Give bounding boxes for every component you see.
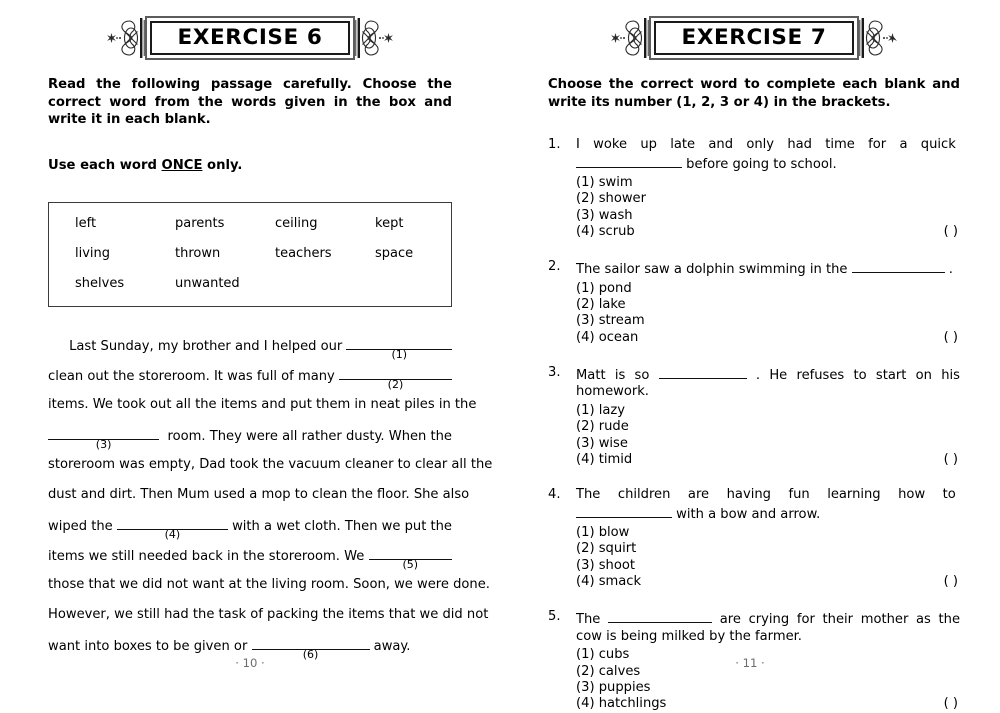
filigree-ornament-icon	[610, 15, 650, 61]
passage-text: storeroom was empty, Dad took the vacuum cleaner to clear all the	[48, 456, 493, 472]
blank-number: (4)	[164, 527, 181, 541]
passage-line	[48, 605, 489, 635]
exercise-title-right: EXERCISE 7	[681, 24, 827, 50]
word-bank-item: teachers	[275, 245, 332, 261]
answer-blank-4[interactable]	[117, 515, 228, 541]
word-bank-item: left	[75, 215, 97, 231]
question-item	[548, 365, 960, 468]
passage-text: away.	[373, 638, 411, 654]
word-bank-box	[48, 202, 452, 307]
blank-number: (2)	[387, 377, 404, 391]
option-item[interactable]	[576, 419, 960, 435]
word-bank-item: shelves	[75, 275, 125, 291]
exercise-title-left: EXERCISE 6	[177, 24, 323, 50]
word-bank-item: kept	[375, 215, 404, 231]
option-item[interactable]	[576, 281, 960, 297]
passage-line	[48, 425, 452, 455]
word-bank-row	[49, 247, 451, 260]
mcq-question-list	[548, 137, 960, 712]
passage-line	[48, 485, 470, 515]
option-label: (2) squirt	[576, 541, 637, 557]
question-stem	[576, 487, 960, 523]
word-bank-row	[49, 277, 451, 290]
passage-line	[48, 545, 452, 575]
option-item[interactable]	[576, 313, 960, 329]
exercise-title-box	[649, 16, 860, 61]
option-label: (1) blow	[576, 525, 630, 541]
question-number: 4.	[548, 487, 561, 503]
cloze-passage	[48, 335, 493, 665]
question-stem	[576, 365, 960, 401]
answer-blank[interactable]	[608, 609, 712, 623]
question-stem-pre: The sailor saw a dolphin swimming in the	[576, 262, 848, 278]
option-label: (1) swim	[576, 175, 633, 191]
passage-line	[48, 455, 493, 485]
question-stem	[576, 609, 960, 645]
option-list	[576, 175, 960, 240]
answer-brackets[interactable]: ( )	[943, 451, 958, 467]
question-item	[548, 137, 960, 240]
option-label: (2) calves	[576, 663, 641, 679]
option-label: (1) lazy	[576, 402, 625, 418]
question-stem-pre: The children are having fun learning how to	[576, 487, 956, 503]
option-label: (4) smack	[576, 574, 642, 590]
option-list	[576, 525, 960, 590]
page-number-left: · 10 ·	[235, 656, 265, 670]
passage-line	[48, 335, 452, 365]
passage-text: wiped the	[48, 518, 113, 534]
answer-brackets[interactable]: ( )	[943, 223, 958, 239]
question-stem	[576, 259, 960, 279]
option-list	[576, 403, 960, 468]
question-stem-post: with a bow and arrow.	[676, 506, 821, 522]
question-stem-pre: The	[576, 612, 601, 628]
question-item	[548, 487, 960, 590]
use-once-instruction	[48, 158, 452, 173]
question-stem-pre: Matt is so	[576, 367, 650, 383]
blank-number: (3)	[95, 437, 112, 451]
option-item[interactable]	[576, 680, 960, 696]
word-bank-item: thrown	[175, 245, 221, 261]
passage-text: Last Sunday, my brother and I helped our	[69, 338, 343, 354]
option-label: (3) puppies	[576, 679, 651, 695]
exercise-6-instruction: Read the following passage carefully. Choose the correct word from the words given in the box and write it in each blank.	[48, 77, 452, 128]
passage-text: clean out the storeroom. It was full of many	[48, 368, 335, 384]
blank-number: (6)	[302, 647, 319, 661]
option-list	[576, 281, 960, 346]
answer-blank-6[interactable]	[252, 635, 370, 661]
filigree-ornament-icon	[354, 15, 394, 61]
passage-text: items. We took out all the items and put them in neat piles in the	[48, 396, 477, 412]
answer-blank[interactable]	[576, 504, 672, 518]
answer-blank-2[interactable]	[339, 365, 452, 391]
page-right	[500, 0, 1000, 712]
answer-brackets[interactable]: ( )	[943, 329, 958, 345]
page-left	[0, 0, 500, 707]
option-item[interactable]	[576, 297, 960, 313]
option-label: (2) shower	[576, 191, 646, 207]
exercise-7-instruction: Choose the correct word to complete each blank and write its number (1, 2, 3 or 4) in the brackets.	[548, 77, 960, 110]
exercise-title-box	[145, 16, 356, 61]
option-item[interactable]	[576, 558, 960, 574]
filigree-ornament-icon	[106, 15, 146, 61]
option-item[interactable]	[576, 452, 960, 468]
option-label: (2) rude	[576, 419, 629, 435]
question-number: 3.	[548, 364, 561, 380]
option-item[interactable]	[576, 574, 960, 590]
answer-blank[interactable]	[576, 154, 682, 168]
use-once-emphasis: ONCE	[161, 157, 203, 173]
blank-number: (1)	[391, 347, 408, 361]
option-item[interactable]	[576, 436, 960, 452]
word-bank-item: unwanted	[175, 275, 240, 291]
option-label: (4) timid	[576, 451, 633, 467]
filigree-ornament-icon	[858, 15, 898, 61]
question-number: 5.	[548, 609, 561, 625]
option-item[interactable]	[576, 696, 960, 712]
option-item[interactable]	[576, 224, 960, 240]
option-label: (3) stream	[576, 313, 645, 329]
question-stem-post: are crying for their mother as the cow is being milked by the farmer.	[576, 612, 961, 644]
question-number: 2.	[548, 259, 561, 275]
option-item[interactable]	[576, 541, 960, 557]
option-label: (4) hatchlings	[576, 696, 667, 712]
passage-text: items we still needed back in the storeroom. We	[48, 548, 365, 564]
passage-text: with a wet cloth. Then we put the	[232, 518, 452, 534]
answer-brackets[interactable]: ( )	[943, 696, 958, 712]
option-item[interactable]	[576, 525, 960, 541]
use-once-pre: Use each word	[48, 157, 162, 173]
passage-text: dust and dirt. Then Mum used a mop to clean the floor. She also	[48, 486, 470, 502]
answer-blank[interactable]	[659, 365, 747, 379]
answer-brackets[interactable]: ( )	[943, 574, 958, 590]
answer-blank-1[interactable]	[346, 335, 452, 361]
option-label: (3) shoot	[576, 557, 635, 573]
page-number-right: · 11 ·	[735, 656, 765, 670]
option-item[interactable]	[576, 175, 960, 191]
use-once-post: only.	[202, 157, 243, 173]
exercise-6-banner	[48, 0, 452, 76]
question-stem-pre: I woke up late and only had time for a quick	[576, 137, 956, 153]
option-label: (3) wash	[576, 207, 633, 223]
answer-blank-5[interactable]	[369, 545, 452, 571]
passage-line	[48, 575, 490, 605]
blank-number: (5)	[402, 557, 419, 571]
passage-text: want into boxes to be given or	[48, 638, 248, 654]
question-stem-post: .	[948, 262, 953, 278]
passage-text: room. They were all rather dusty. When the	[167, 428, 452, 444]
option-label: (4) ocean	[576, 329, 639, 345]
option-label: (4) scrub	[576, 223, 635, 239]
option-item[interactable]	[576, 208, 960, 224]
passage-line	[48, 395, 477, 425]
passage-text: However, we still had the task of packing the items that we did not	[48, 606, 489, 622]
option-label: (1) cubs	[576, 647, 630, 663]
passage-text: those that we did not want at the living room. Soon, we were done.	[48, 576, 490, 592]
passage-line	[48, 515, 452, 545]
question-stem-post: before going to school.	[686, 156, 837, 172]
word-bank-item	[275, 277, 375, 290]
answer-blank[interactable]	[852, 259, 945, 273]
word-bank-item: space	[375, 245, 414, 261]
exercise-7-banner	[548, 0, 960, 76]
word-bank-row	[49, 217, 451, 230]
option-item[interactable]	[576, 191, 960, 207]
answer-blank-3[interactable]	[48, 425, 159, 451]
word-bank-item: parents	[175, 215, 225, 231]
option-label: (1) pond	[576, 280, 632, 296]
question-item	[548, 259, 960, 346]
question-number: 1.	[548, 137, 561, 153]
option-label: (3) wise	[576, 435, 628, 451]
question-stem	[576, 137, 960, 173]
passage-line	[48, 365, 452, 395]
option-item[interactable]	[576, 330, 960, 346]
word-bank-item: ceiling	[275, 215, 318, 231]
option-item[interactable]	[576, 403, 960, 419]
word-bank-item: living	[75, 245, 111, 261]
option-label: (2) lake	[576, 297, 626, 313]
question-stem-post: . He refuses to start on his homework.	[576, 367, 960, 400]
